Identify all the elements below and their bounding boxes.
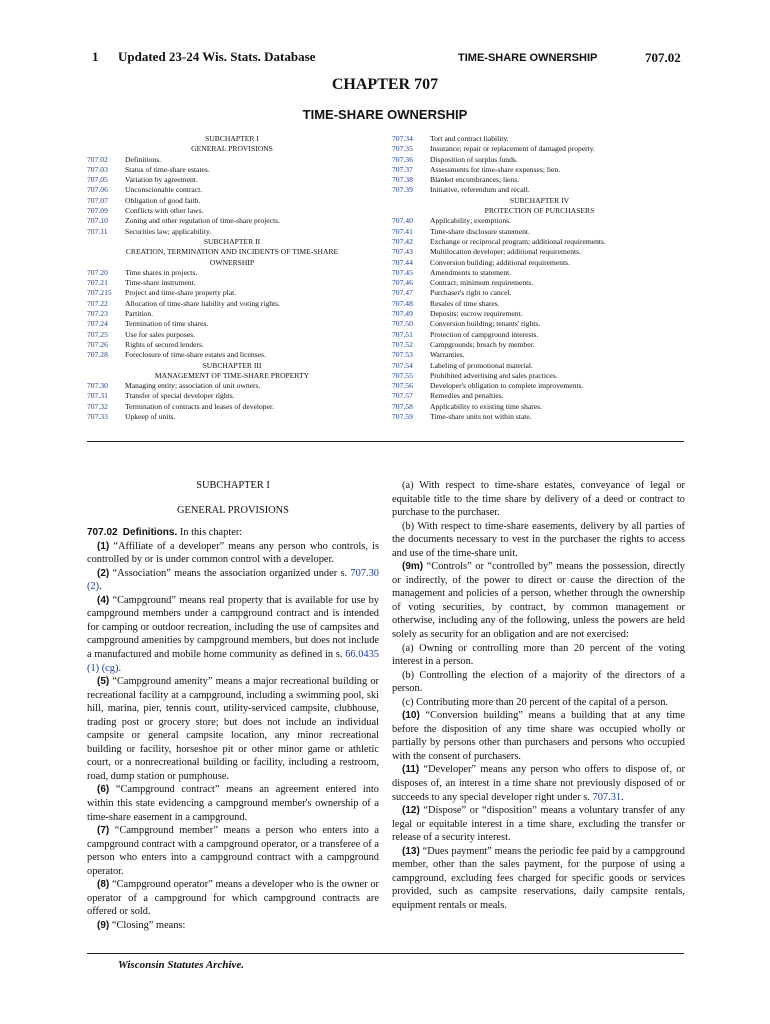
toc-entry (87, 340, 377, 350)
definition-10 (392, 709, 685, 763)
toc-section-link[interactable]: 707.34 (392, 134, 413, 143)
toc-section-link[interactable]: 707.54 (392, 360, 413, 370)
statute-link[interactable]: 707.30 (2) (87, 567, 379, 593)
toc-section-link[interactable]: 707.05 (87, 175, 108, 185)
body-left-column (87, 479, 379, 933)
toc-section-link[interactable]: 707.49 (392, 309, 413, 319)
def-text: “Campground member” means a person who enters into a campground contract with a campground operator, or a transferee of a person who enters into a campground contract with a campground operator. (87, 825, 379, 877)
toc-entry (87, 278, 377, 288)
running-head: TIME-SHARE OWNERSHIP (458, 52, 598, 64)
def-text: . (99, 581, 102, 593)
definition-11 (392, 763, 685, 804)
toc-section-link[interactable]: 707.35 (392, 144, 413, 154)
toc-section-title: Partition. (125, 309, 154, 319)
toc-section-link[interactable]: 707.21 (87, 278, 108, 288)
definition-9a: (a) With respect to time-share estates, conveyance of legal or equitable title to the time share by delivery of a deed or contract to purchase to the purchaser. (392, 480, 685, 519)
toc-section-title: Resales of time shares. (430, 298, 500, 308)
toc-section-link[interactable]: 707.24 (87, 319, 108, 329)
toc-section-title: Assessments for time-share expenses; lien. (430, 164, 561, 174)
definition-9m (392, 560, 685, 641)
toc-entry (392, 268, 687, 278)
toc-subchapter-heading: CREATION, TERMINATION AND INCIDENTS OF TIME-SHARE (125, 247, 339, 257)
def-key: (12) (402, 805, 420, 817)
toc-section-link[interactable]: 707.39 (392, 185, 413, 195)
def-text: “Association” means the association organized under s. (109, 567, 351, 579)
toc-section-title: Exchange or reciprocal program; additional requirements. (430, 236, 606, 246)
def-key: (1) (97, 540, 110, 552)
def-key: (9m) (402, 561, 424, 573)
toc-section-link[interactable]: 707.31 (87, 391, 108, 401)
toc-section-title: Warranties. (430, 350, 465, 360)
toc-section-title: Initiative, referendum and recall. (430, 185, 530, 195)
toc-entry (392, 391, 687, 401)
toc-section-title: Time-share units not within state. (430, 412, 532, 422)
toc-section-title: Variation by agreement. (125, 175, 198, 185)
toc-section-link[interactable]: 707.50 (392, 319, 413, 329)
toc-section-link[interactable]: 707.57 (392, 391, 413, 401)
toc-entry (392, 412, 687, 422)
toc-section-title: Termination of time shares. (125, 319, 209, 329)
toc-entry (392, 185, 687, 195)
toc-section-link[interactable]: 707.36 (392, 154, 413, 164)
toc-section-title: Obligation of good faith. (125, 195, 201, 205)
toc-section-title: Allocation of time-share liability and voting rights. (125, 298, 281, 308)
toc-section-title: Securities law; applicability. (125, 226, 212, 236)
database-label: Updated 23-24 Wis. Stats. Database (118, 49, 316, 64)
page-number: 1 (92, 49, 99, 64)
toc-entry (87, 330, 377, 340)
toc-subchapter-heading: SUBCHAPTER I (205, 134, 259, 143)
toc-entry (392, 402, 687, 412)
def-text: “Affiliate of a developer” means any person who controls, is controlled by or is under common control with a developer. (87, 540, 379, 566)
toc-section-link[interactable]: 707.45 (392, 267, 413, 277)
toc-section-title: Transfer of special developer rights. (125, 391, 235, 401)
toc-section-title: Unconscionable contract. (125, 185, 203, 195)
toc-section-link[interactable]: 707.20 (87, 267, 108, 277)
toc-entry (87, 155, 377, 165)
toc-section-title: Zoning and other regulation of time-share projects. (125, 216, 280, 226)
toc-section-title: Applicability; exemptions. (430, 216, 511, 226)
toc-section-title: Time-share instrument. (125, 278, 196, 288)
toc-subchapter-heading: SUBCHAPTER III (202, 360, 262, 370)
toc-section-link[interactable]: 707.215 (87, 288, 112, 298)
definition-5 (87, 675, 379, 783)
toc-section-link[interactable]: 707.07 (87, 195, 108, 205)
subchapter-heading: SUBCHAPTER I (196, 480, 270, 491)
toc-section-link[interactable]: 707.32 (87, 401, 108, 411)
toc-section-link[interactable]: 707.51 (392, 329, 413, 339)
toc-section-link[interactable]: 707.59 (392, 412, 413, 422)
def-key: (13) (402, 845, 420, 857)
toc-section-link[interactable]: 707.41 (392, 226, 413, 236)
toc-entry (87, 268, 377, 278)
toc-entry (87, 350, 377, 360)
toc-section-title: Tort and contract liability. (430, 134, 509, 143)
toc-entry (392, 330, 687, 340)
toc-section-title: Protection of campground interests. (430, 329, 539, 339)
definition-12 (392, 804, 685, 845)
section-lead: In this chapter: (177, 527, 243, 539)
def-key: (4) (97, 594, 110, 606)
toc-section-title: Foreclosure of time-share estates and licenses. (125, 350, 266, 360)
toc-section-title: Conflicts with other laws. (125, 206, 204, 216)
toc-section-title: Contract; minimum requirements. (430, 278, 534, 288)
toc-entry (392, 278, 687, 288)
toc-section-title: Developer's obligation to complete improvements. (430, 381, 584, 391)
toc-entry (87, 319, 377, 329)
toc-section-title: Status of time-share estates. (125, 164, 210, 174)
toc-section-link[interactable]: 707.40 (392, 216, 413, 226)
toc-section-title: Labeling of promotional material. (430, 360, 533, 370)
section-number-label: 707.02 (87, 527, 118, 539)
toc-entry (87, 381, 377, 391)
toc-entry (87, 165, 377, 175)
definition-7 (87, 824, 379, 878)
section-intro (87, 526, 379, 540)
toc-entry (87, 288, 377, 298)
def-text: “Campground operator” means a developer who is the owner or operator of a campground for which campground contracts are offered or sold. (87, 879, 379, 918)
definition-1 (87, 540, 379, 567)
def-text: “Conversion building” means a building that at any time before the disposition of any time share was occupied wholly or partially by persons other than purchasers and persons who occupied with the consent of purchasers. (392, 710, 685, 762)
toc-section-link[interactable]: 707.38 (392, 175, 413, 185)
toc-entry (87, 391, 377, 401)
toc-entry (392, 258, 687, 268)
def-key: (5) (97, 676, 110, 688)
toc-entry (392, 144, 687, 154)
toc-subchapter-heading: PROTECTION OF PURCHASERS (484, 206, 595, 216)
toc-section-title: Campgrounds; breach by member. (430, 339, 535, 349)
toc-section-link[interactable]: 707.06 (87, 185, 108, 195)
toc-section-title: Multilocation developer; additional requirements. (430, 247, 581, 257)
definition-8 (87, 878, 379, 919)
body-right-column (392, 479, 685, 913)
toc-right-column (392, 134, 687, 422)
toc-left-column (87, 134, 377, 422)
toc-section-link[interactable]: 707.33 (87, 412, 108, 422)
def-text: “Campground amenity” means a major recreational building or recreational facility at a campground, including a swimming pool, ski hill, marina, pier, tennis court, utility-serviced campsite, clubhouse, trading post or grocery store; but does not include an individual campsite or general campsite location, any minor recreational building or facility, horseshoe pit or other minor game or athletic court, or a nonrecreational building or facility, including a restroom, road, dump station or pumphouse. (87, 676, 379, 782)
toc-section-link[interactable]: 707.26 (87, 339, 108, 349)
toc-section-link[interactable]: 707.23 (87, 309, 108, 319)
def-text: “Closing” means: (109, 919, 186, 931)
def-text: . (118, 662, 122, 674)
def-text: . (621, 791, 624, 803)
def-key: (8) (97, 879, 110, 891)
def-text: “Dispose” or “disposition” means a voluntary transfer of any legal or equitable interest in a time share, excluding the transfer or release of a security interest. (392, 805, 685, 844)
section-number: 707.02 (645, 50, 681, 65)
toc-section-link[interactable]: 707.28 (87, 350, 108, 360)
toc-section-link[interactable]: 707.11 (87, 226, 108, 236)
toc-section-title: Insurance; repair or replacement of damaged property. (430, 144, 596, 154)
toc-entry (87, 206, 377, 216)
toc-section-link[interactable]: 707.37 (392, 164, 413, 174)
definition-9m-a: (a) Owning or controlling more than 20 percent of the voting interest in a person. (392, 642, 685, 668)
toc-section-title: Amendments to statement. (430, 267, 512, 277)
toc-section-link[interactable]: 707.42 (392, 236, 413, 246)
toc-entry (392, 371, 687, 381)
toc-section-title: Use for sales purposes. (125, 329, 196, 339)
toc-section-title: Upkeep of units. (125, 412, 176, 422)
toc-entry (87, 412, 377, 422)
toc-entry (87, 227, 377, 237)
toc-section-link[interactable]: 707.48 (392, 298, 413, 308)
toc-section-title: Purchaser's right to cancel. (430, 288, 512, 298)
def-text: “Campground” means real property that is available for use by campground members under a campground contract and is intended for camping or outdoor recreation, including the use of campsites and campground amenities by campground members, but does not include a manufactured and mobile home community as defined in s. (87, 594, 379, 661)
toc-section-link[interactable]: 707.25 (87, 329, 108, 339)
toc-entry (87, 185, 377, 195)
toc-section-link[interactable]: 707.30 (87, 381, 108, 391)
toc-section-title: Conversion building; additional requirements. (430, 257, 571, 267)
divider (87, 441, 684, 442)
toc-entry (392, 340, 687, 350)
toc-section-link[interactable]: 707.53 (392, 350, 413, 360)
toc-entry (392, 381, 687, 391)
def-key: (9) (97, 919, 110, 931)
toc-section-title: Time-share disclosure statement. (430, 226, 530, 236)
toc-entry (392, 299, 687, 309)
toc-entry (392, 155, 687, 165)
toc-section-link[interactable]: 707.55 (392, 370, 413, 380)
toc-section-title: Applicability to existing time shares. (430, 401, 542, 411)
toc-section-title: Remedies and penalties. (430, 391, 504, 401)
definition-6 (87, 783, 379, 824)
subchapter-title: GENERAL PROVISIONS (177, 504, 289, 516)
toc-entry (392, 216, 687, 226)
toc-section-title: Deposits; escrow requirement. (430, 309, 523, 319)
toc-section-link[interactable]: 707.22 (87, 298, 108, 308)
toc-entry (392, 288, 687, 298)
toc-subchapter-heading: OWNERSHIP (209, 257, 255, 267)
section-title: Definitions. (122, 527, 178, 539)
toc-subchapter-heading: MANAGEMENT OF TIME-SHARE PROPERTY (154, 370, 310, 380)
definition-9m-b: (b) Controlling the election of a majority of the directors of a person. (392, 669, 685, 695)
def-key: (7) (97, 825, 110, 837)
toc-entry (392, 227, 687, 237)
statute-link[interactable]: 66.0435 (1) (cg) (87, 649, 379, 674)
toc-section-link[interactable]: 707.10 (87, 216, 108, 226)
toc-entry (392, 361, 687, 371)
toc-section-title: Disposition of surplus funds. (430, 154, 518, 164)
def-key: (11) (402, 764, 420, 776)
toc-entry (87, 216, 377, 226)
toc-section-link[interactable]: 707.47 (392, 288, 413, 298)
toc-subchapter-heading: SUBCHAPTER II (203, 236, 261, 246)
definition-2 (87, 567, 379, 594)
toc-section-title: Time shares in projects. (125, 267, 198, 277)
toc-section-title: Prohibited advertising and sales practices. (430, 370, 558, 380)
toc-entry (392, 237, 687, 247)
definition-4 (87, 594, 379, 675)
def-key: (2) (97, 567, 110, 579)
toc-section-link[interactable]: 707.52 (392, 339, 413, 349)
toc-entry (87, 196, 377, 206)
toc-section-link[interactable]: 707.02 (87, 154, 108, 164)
toc-entry (392, 165, 687, 175)
toc-section-link[interactable]: 707.44 (392, 257, 413, 267)
toc-section-title: Managing entity; association of unit owners. (125, 381, 261, 391)
toc-entry (87, 309, 377, 319)
toc-subchapter-heading: GENERAL PROVISIONS (191, 144, 273, 154)
toc-section-title: Definitions. (125, 154, 162, 164)
toc-section-link[interactable]: 707.56 (392, 381, 413, 391)
def-text: “Developer” means any person who offers to dispose of, or disposes of, an interest in a time share not previously disposed of or succeeds to any special developer right under s. (392, 764, 685, 803)
toc-entry (87, 299, 377, 309)
toc-section-title: Rights of secured lenders. (125, 339, 204, 349)
chapter-title: TIME-SHARE OWNERSHIP (302, 107, 468, 122)
footer-rule (87, 953, 684, 954)
toc-section-title: Blanket encumbrances; liens. (430, 175, 520, 185)
toc-section-title: Conversion building; tenants' rights. (430, 319, 541, 329)
toc-section-link[interactable]: 707.43 (392, 247, 413, 257)
toc-section-title: Termination of contracts and leases of developer. (125, 401, 274, 411)
definition-9b: (b) With respect to time-share easements, delivery by all parties of the documents necessary to vest in the purchaser the rights to access and use of the time-share unit. (392, 520, 685, 559)
definition-9m-c: (c) Contributing more than 20 percent of the capital of a person. (402, 696, 669, 708)
definition-9 (87, 919, 379, 933)
def-text: “Campground contract” means an agreement entered into within this state evidencing a campground member's ownership of a time-share easement in a campground. (87, 784, 379, 823)
toc-subchapter-heading: SUBCHAPTER IV (509, 195, 570, 205)
toc-section-link[interactable]: 707.58 (392, 401, 413, 411)
toc-entry (392, 350, 687, 360)
statute-link[interactable]: 707.31 (592, 791, 622, 803)
def-text: “Dues payment” means the periodic fee paid by a campground member, other than the sales payment, for the purpose of using a campground, excluding fees charged for specific goods or services provided, such as campsite reservations, daily campsite rentals, equipment rentals or meals. (392, 845, 685, 911)
chapter-heading: CHAPTER 707 (331, 76, 439, 93)
toc-section-title: Project and time-share property plat. (125, 288, 237, 298)
def-key: (10) (402, 710, 420, 722)
toc-section-link[interactable]: 707.09 (87, 206, 108, 216)
toc-entry (87, 175, 377, 185)
toc-entry (392, 247, 687, 257)
definition-13 (392, 845, 685, 913)
footer-text: Wisconsin Statutes Archive. (118, 959, 245, 971)
toc-entry (87, 402, 377, 412)
toc-section-link[interactable]: 707.03 (87, 164, 108, 174)
toc-entry (392, 309, 687, 319)
def-key: (6) (97, 784, 110, 796)
toc-entry (392, 319, 687, 329)
toc-section-link[interactable]: 707.46 (392, 278, 413, 288)
toc-entry (392, 134, 687, 144)
def-text: “Controls” or “controlled by” means the possession, directly or indirectly, of the power to direct or cause the direction of the management and policies of a person, whether through the ownership of voting securities, by contract, by common management or otherwise, including any of the following, unless the powers are held solely as security for an obligation and are not exercised: (392, 561, 685, 641)
toc-entry (392, 175, 687, 185)
